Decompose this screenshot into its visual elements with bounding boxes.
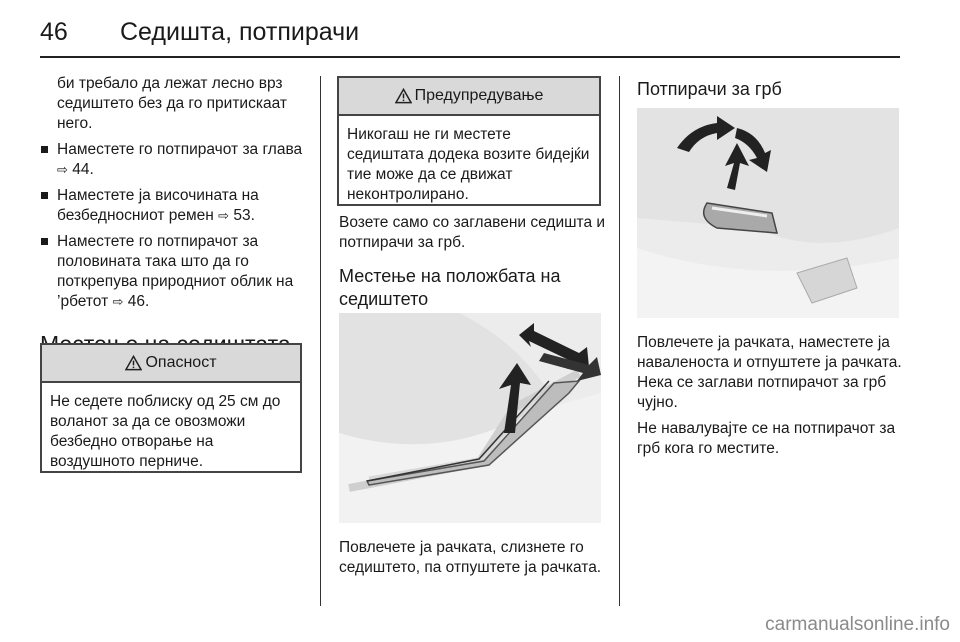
list-item xyxy=(40,186,305,226)
caption-text-2: Не навалувајте се на потпирачот за грб кога го местите. xyxy=(637,420,896,457)
seat-slide-drawing xyxy=(339,313,601,523)
list-item xyxy=(40,232,305,312)
page-reference-link[interactable]: 53. xyxy=(233,207,255,224)
bullet-square-icon xyxy=(41,192,48,199)
seat-slide-illustration xyxy=(339,313,601,523)
subheading: Потпирачи за грб xyxy=(637,79,782,99)
bullet-text: Наместете го потпирачот за половината така што да го поткрепува природниот облик на ’рбетот xyxy=(57,233,294,310)
reference-arrow-icon: ⇨ xyxy=(112,294,124,309)
middle-caption xyxy=(339,538,609,578)
backrest-drawing xyxy=(637,108,899,318)
warning-box-text: Никогаш не ги местете седиштата додека возите бидејќи тие може да се движат неконтролирано. xyxy=(347,126,590,203)
warning-box-title: Предупредување xyxy=(414,87,544,104)
danger-box xyxy=(40,343,302,473)
subheading: Местење на положбата на седиштето xyxy=(339,266,561,309)
header-rule xyxy=(40,56,900,58)
page-reference-link[interactable]: 44. xyxy=(72,161,94,178)
list-item xyxy=(40,140,305,180)
bullet-square-icon xyxy=(41,238,48,245)
intro-text: би требало да лежат лесно врз седиштето без да го притискаат него. xyxy=(57,75,287,132)
column-divider xyxy=(320,76,321,606)
left-column xyxy=(40,74,305,358)
bullet-square-icon xyxy=(41,146,48,153)
bullet-text: Наместете го потпирачот за глава xyxy=(57,141,303,158)
page-header xyxy=(40,10,900,58)
reference-arrow-icon: ⇨ xyxy=(218,208,230,223)
warning-box xyxy=(337,76,601,206)
warning-triangle-icon xyxy=(125,355,142,371)
reference-arrow-icon: ⇨ xyxy=(57,162,68,177)
warning-box-header xyxy=(339,78,599,116)
right-captions xyxy=(637,333,903,459)
caption-text: Повлечете ја рачката, слизнете го седиштето, па отпуштете ја рачката. xyxy=(339,539,602,576)
backrest-illustration xyxy=(637,108,899,318)
page-number: 46 xyxy=(40,18,68,46)
bullet-text: Наместете ја височината на безбедносниот ремен xyxy=(57,187,259,224)
danger-box-text: Не седете поблиску од 25 см до воланот за да се овозможи безбедно отворање на воздушното перниче. xyxy=(50,393,281,470)
danger-box-header xyxy=(42,345,300,383)
note-text: Возете само со заглавени седишта и потпирачи за грб. xyxy=(339,214,606,251)
column-divider xyxy=(619,76,620,606)
watermark: carmanualsonline.info xyxy=(765,614,950,635)
page-title: Седишта, потпирачи xyxy=(120,18,360,46)
right-column-heading xyxy=(637,78,902,101)
danger-box-title: Опасност xyxy=(145,354,217,371)
warning-triangle-icon xyxy=(395,88,412,104)
caption-text: Повлечете ја рачката, наместете ја наваленоста и отпуштете ја рачката. Нека се заглави потпирачот за грб чујно. xyxy=(637,334,902,411)
middle-column-text xyxy=(339,213,609,311)
page-reference-link[interactable]: 46. xyxy=(127,293,150,310)
